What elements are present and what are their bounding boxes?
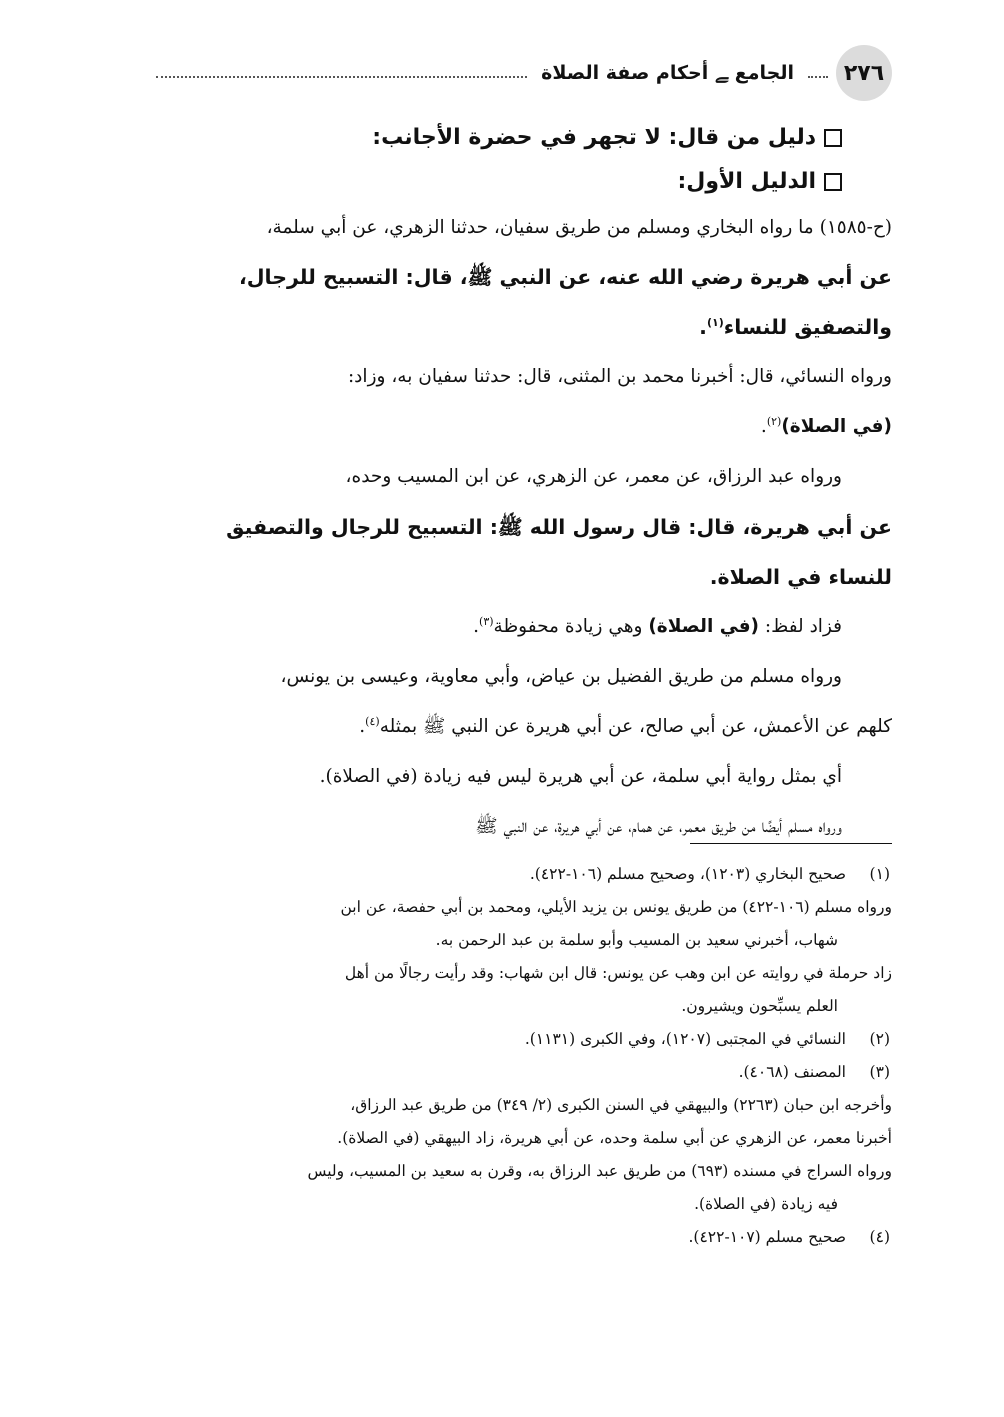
footnote-ref: (١) <box>706 316 724 330</box>
paragraph-line: فزاد لفظ: (في الصلاة) وهي زيادة محفوظة$^{(٣)}$. <box>473 614 842 637</box>
footnote-item: (١)صحيح البخاري (١٢٠٣)، وصحيح مسلم (١٠٦-٤٢٢). <box>148 858 892 891</box>
footnotes <box>148 858 892 1254</box>
paragraph-line: كلهم عن الأعمش، عن أبي صالح، عن أبي هريرة عن النبي ﷺ بمثله$^{(٤)}$. <box>359 714 892 737</box>
footnote-number: (٤) <box>869 1228 890 1246</box>
hadith-text-line: للنساء في الصلاة. <box>709 565 892 589</box>
running-title: الجامع ﮯ أحكام صفة الصلاة <box>541 62 794 84</box>
footnote-line: شهاب، أخبرني سعيد بن المسيب وأبو سلمة بن عبد الرحمن به. <box>435 931 838 949</box>
footnote-line: فيه زيادة (في الصلاة). <box>694 1195 838 1213</box>
footnote-line: ورواه السراج في مسنده (٦٩٣) من طريق عبد الرزاق به، وقرن به سعيد بن المسيب، وليس <box>307 1162 892 1180</box>
hadith-chain-line: (ح-١٥٨٥) ما رواه البخاري ومسلم من طريق سفيان، حدثنا الزهري، عن أبي سلمة، <box>266 217 892 238</box>
subsection-heading: الدليل الأول: <box>148 160 892 204</box>
footnote-ref: (٢) <box>766 414 782 428</box>
footnote-line: ورواه مسلم (١٠٦-٤٢٢) من طريق يونس بن يزيد الأيلي، ومحمد بن أبي حفصة، عن ابن <box>340 898 892 916</box>
main-text <box>148 116 892 852</box>
section-heading: دليل من قال: لا تجهر في حضرة الأجانب: <box>148 116 892 160</box>
checkbox-square-icon <box>824 129 842 147</box>
footnote-line: العلم يسبِّحون ويشيرون. <box>681 997 838 1015</box>
footnote-line: وأخرجه ابن حبان (٢٢٦٣) والبيهقي في السنن الكبرى (٢/ ٣٤٩) من طريق عبد الرزاق، <box>350 1096 892 1114</box>
footnote-line: أخبرنا معمر، عن الزهري عن أبي سلمة وحده، عن أبي هريرة، زاد البيهقي (في الصلاة). <box>337 1129 892 1147</box>
hadith-text-line: عن أبي هريرة، قال: قال رسول الله ﷺ: التسبيح للرجال والتصفيق <box>226 515 892 539</box>
footnote-ref: (٣) <box>479 614 494 628</box>
paragraph-line: ورواه النسائي، قال: أخبرنا محمد بن المثنى، قال: حدثنا سفيان به، وزاد: <box>347 366 892 387</box>
paragraph-line: ورواه عبد الرزاق، عن معمر، عن الزهري، عن ابن المسيب وحده، <box>345 466 842 487</box>
hadith-text-line: عن أبي هريرة رضي الله عنه، عن النبي ﷺ، قال: التسبيح للرجال، <box>238 265 892 289</box>
page-header <box>148 38 892 108</box>
footnote-item: (٢)النسائي في المجتبى (١٢٠٧)، وفي الكبرى (١١٣١). <box>148 1023 892 1056</box>
footnote-number: (٣) <box>869 1063 890 1081</box>
footnote-number: (٢) <box>869 1030 890 1048</box>
footnote-separator <box>690 843 892 844</box>
header-dots-leader <box>156 76 527 78</box>
footnote-item: (٤)صحيح مسلم (١٠٧-٤٢٢). <box>148 1221 892 1254</box>
footnote-item: (٣)المصنف (٤٠٦٨). <box>148 1056 892 1089</box>
page-number: ٢٧٦ <box>836 45 892 101</box>
paragraph-line: (في الصلاة)$^{(٢)}$. <box>760 414 892 437</box>
checkbox-square-icon <box>824 173 842 191</box>
paragraph-line: أي بمثل رواية أبي سلمة، عن أبي هريرة ليس فيه زيادة (في الصلاة). <box>319 766 842 787</box>
footnote-ref: (٤) <box>365 714 380 728</box>
footnote-line: زاد حرملة في روايته عن ابن وهب عن يونس: قال ابن شهاب: وقد رأيت رجالًا من أهل <box>344 964 892 982</box>
paragraph-line: ورواه مسلم أيضًا من طريق معمر، عن همام، عن أبي هريرة، عن النبي ﷺ <box>475 816 842 837</box>
paragraph-line: ورواه مسلم من طريق الفضيل بن عياض، وأبي معاوية، وعيسى بن يونس، <box>280 666 842 687</box>
footnote-number: (١) <box>869 865 890 883</box>
hadith-text-line: والتصفيق للنساء$^{(١)}$. <box>699 315 892 339</box>
header-dots-leader <box>808 76 828 78</box>
